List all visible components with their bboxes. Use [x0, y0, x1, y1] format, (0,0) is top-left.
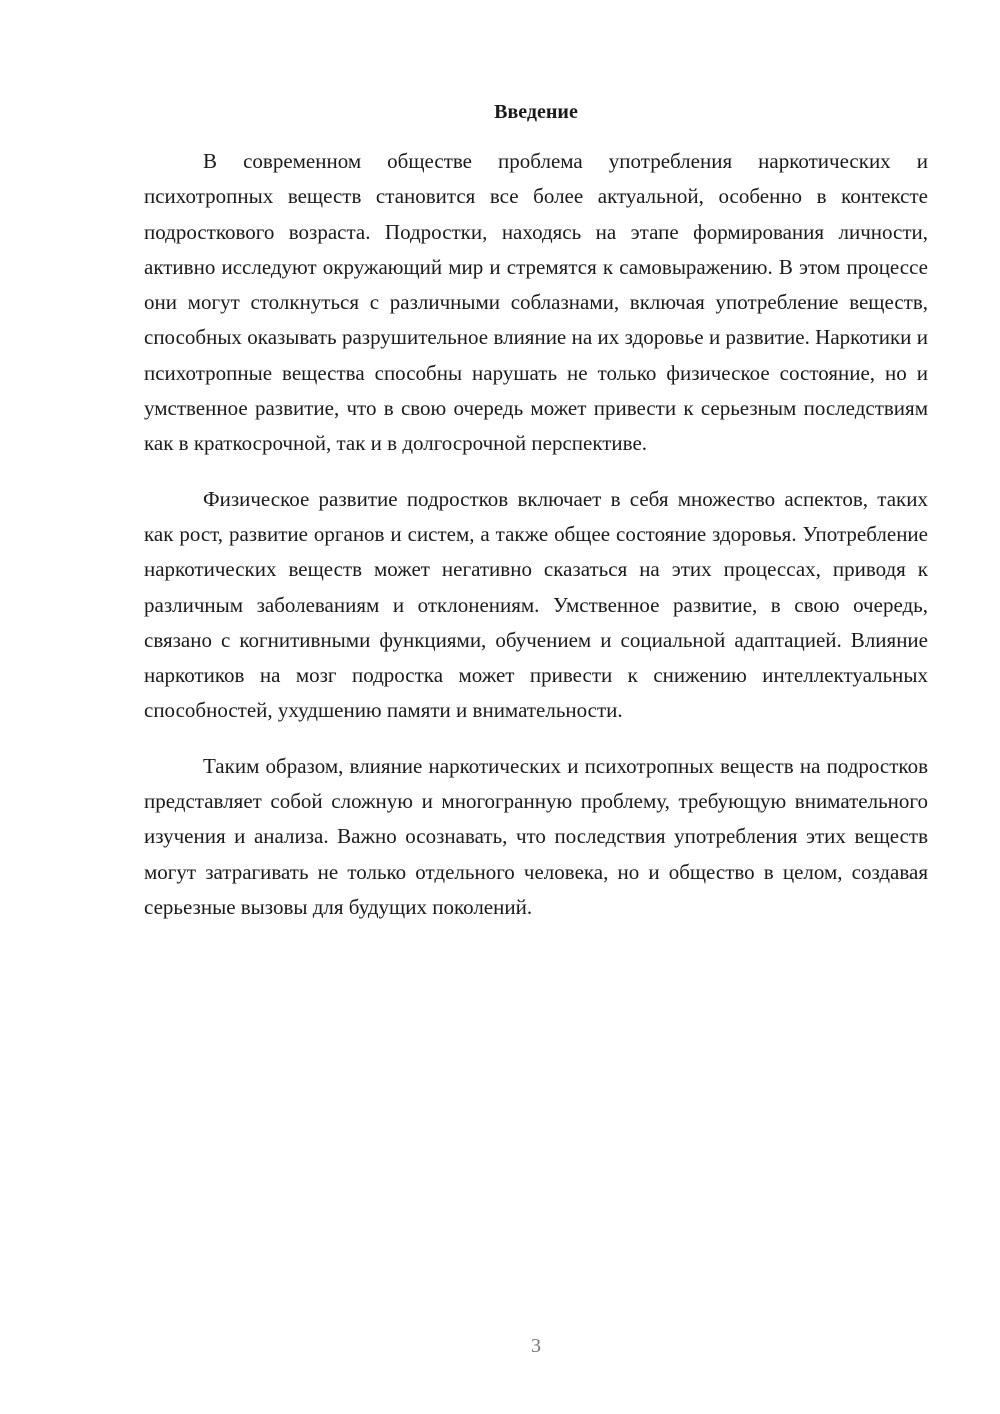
paragraph-3: Таким образом, влияние наркотических и психотропных веществ на подростков представляет собой сложную и многогранную проблему, требующую внимательного изучения и анализа. Важно осознавать, что последствия употребления этих веществ могут затрагивать не только отдельного человека, но и общество в целом, создавая серьезные вызовы для будущих поколений. [144, 753, 928, 919]
paragraph-1: В современном обществе проблема употребления наркотических и психотропных веществ становится все более актуальной, особенно в контексте подросткового возраста. Подростки, находясь на этапе формирования личности, активно исследуют окружающий мир и стремятся к самовыражению. В этом процессе они могут столкнуться с различными соблазнами, включая употребление веществ, способных оказывать разрушительное влияние на их здоровье и развитие. Наркотики и психотропные вещества способны нарушать не только физическое состояние, но и умственное развитие, что в свою очередь может привести к серьезным последствиям как в краткосрочной, так и в долгосрочной перспективе. [144, 149, 928, 456]
paragraph-2: Физическое развитие подростков включает в себя множество аспектов, таких как рост, развитие органов и систем, а также общее состояние здоровья. Употребление наркотических веществ может негативно сказаться на этих процессах, приводя к различным заболеваниям и отклонениям. Умственное развитие, в свою очередь, связано с когнитивными функциями, обучением и социальной адаптацией. Влияние наркотиков на мозг подростка может привести к снижению интеллектуальных способностей, ухудшению памяти и внимательности. [144, 486, 928, 723]
section-title: Введение [494, 101, 578, 123]
page-number: 3 [531, 1335, 541, 1357]
document-body [144, 144, 928, 945]
